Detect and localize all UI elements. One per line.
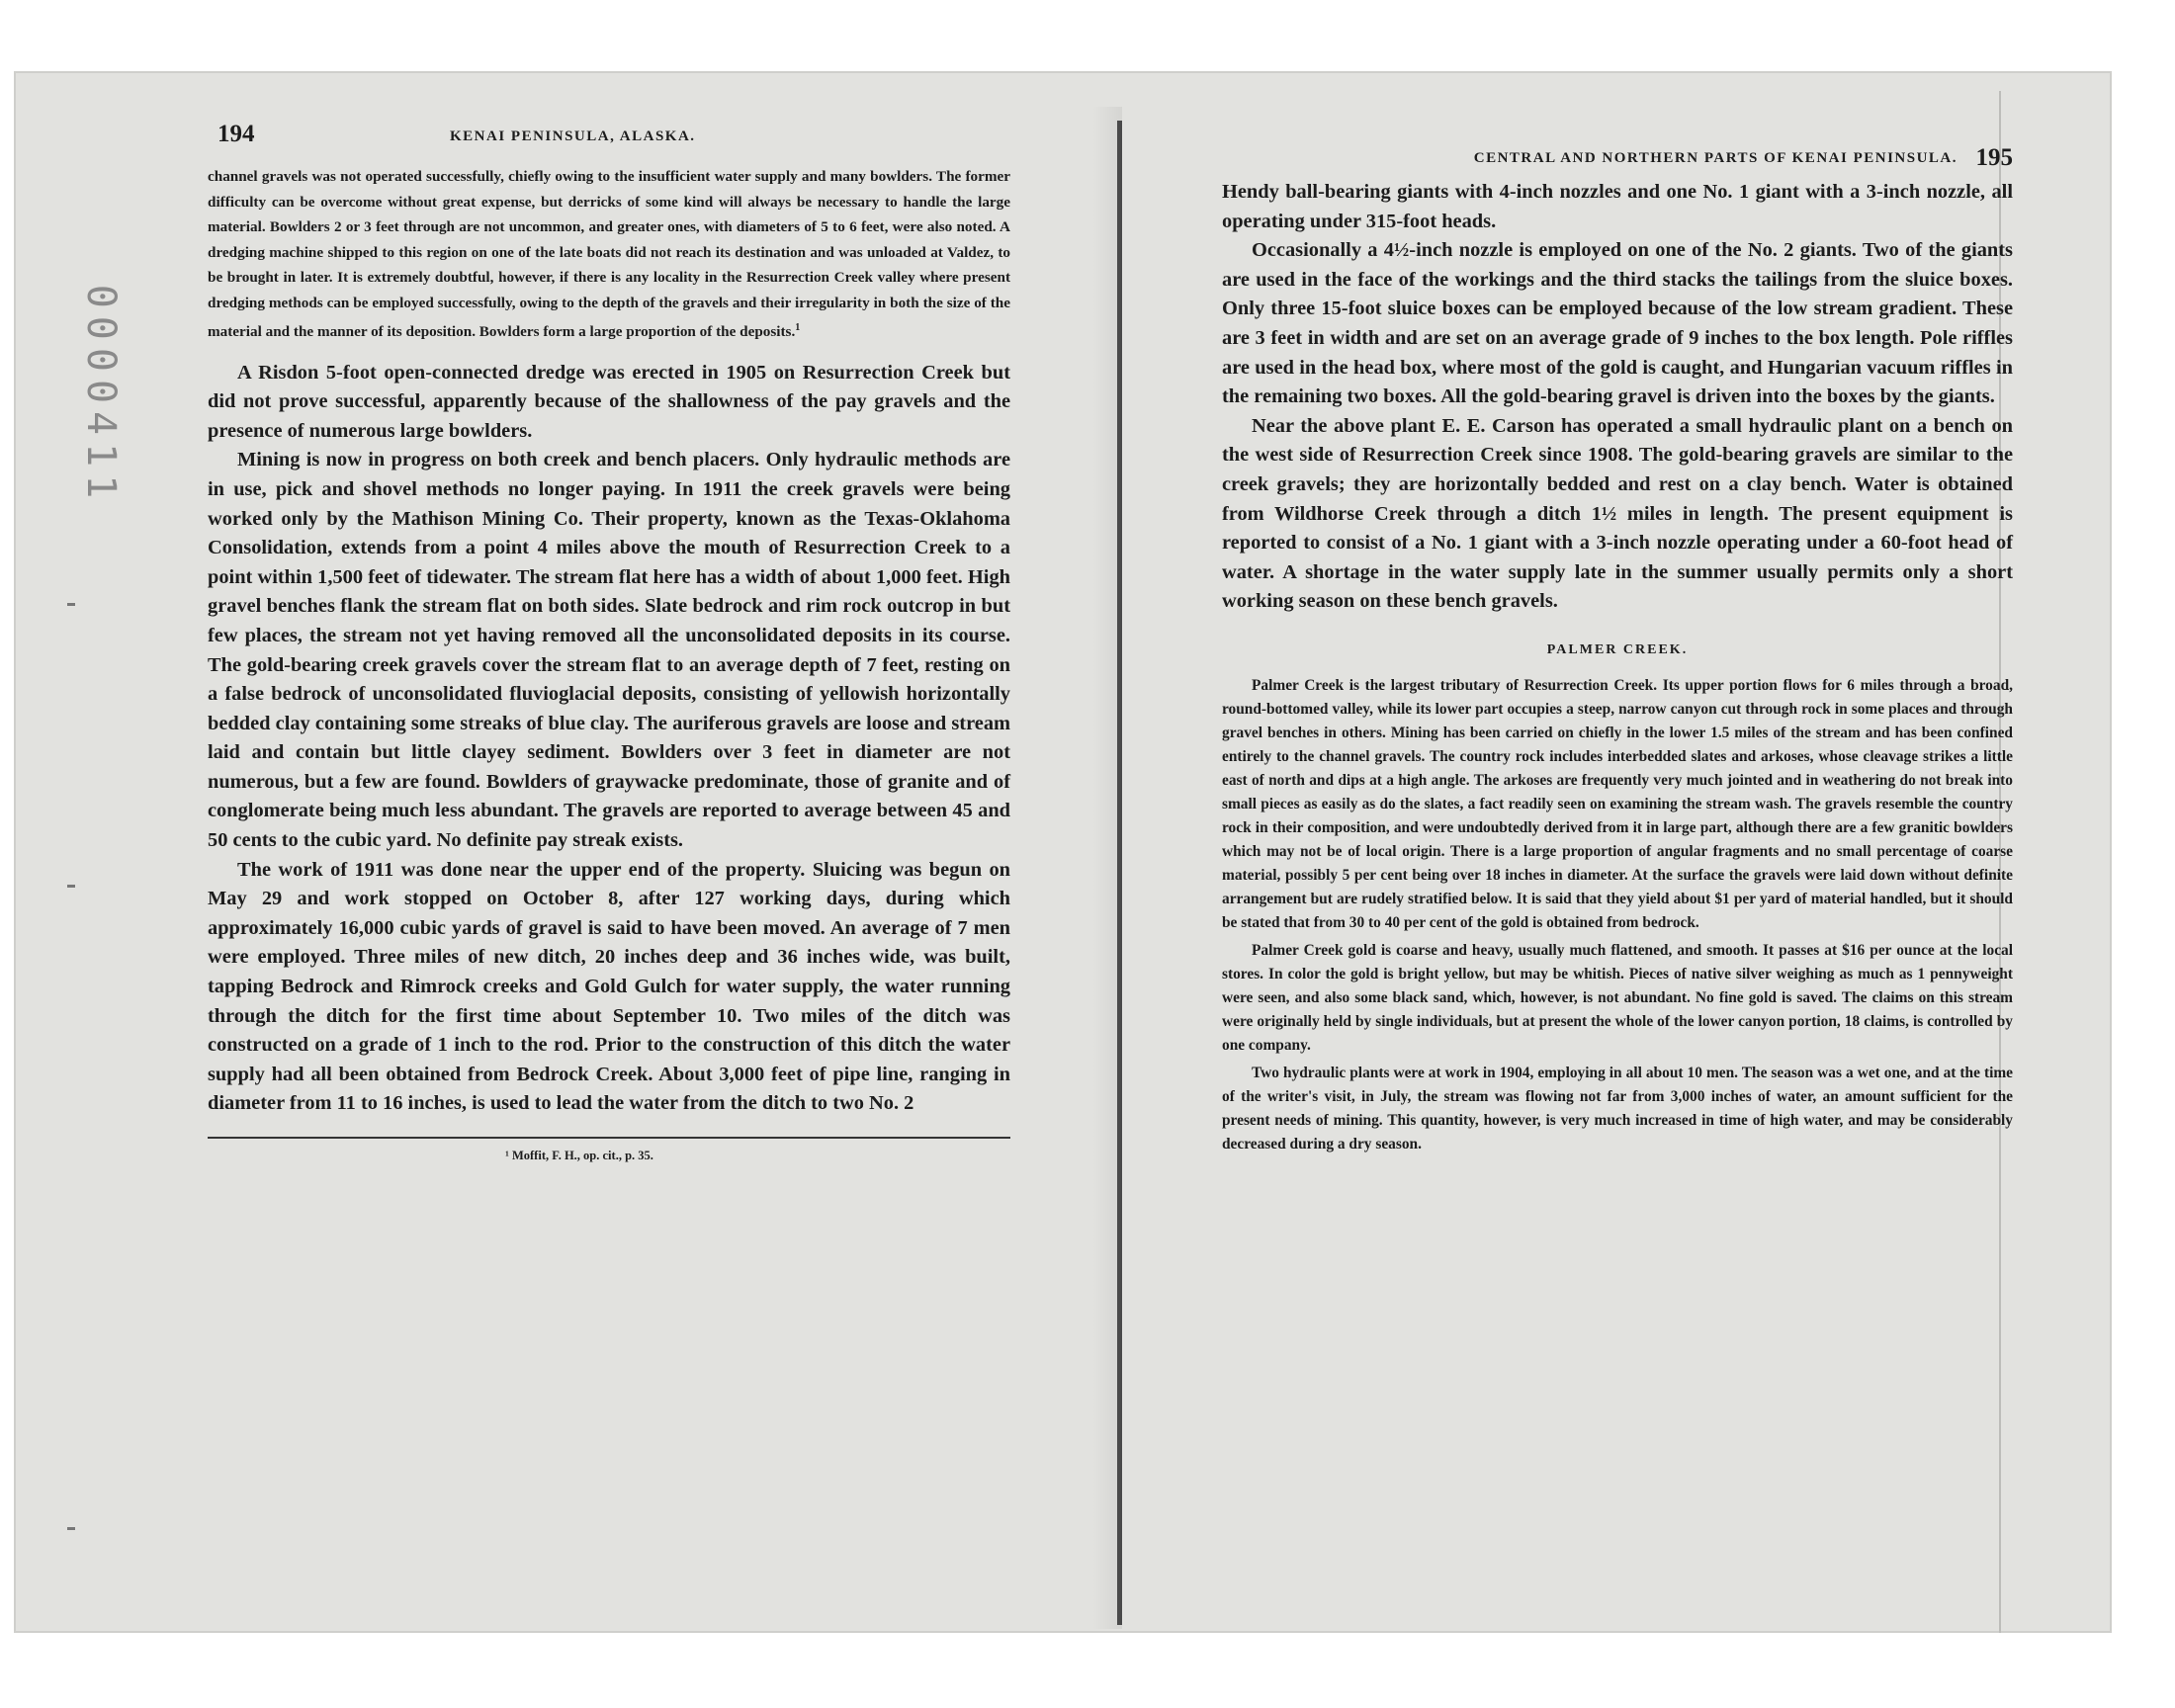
section-heading: PALMER CREEK. [1546, 641, 1689, 657]
left-small-print [208, 164, 1010, 345]
edge-mark [67, 885, 75, 888]
small-paragraph: Two hydraulic plants were at work in 1904, employing in all about 10 men. The season was a wet one, and at the time of the writer's visit, in July, the stream was flowing not far from 3,000 inches of water, an amount sufficient for the present needs of mining. This quantity, however, is very much increased in time of high water, and may be considerably decreased during a dry season. [1222, 1064, 2013, 1153]
right-page [1222, 138, 2013, 1156]
right-running-header [1222, 138, 2013, 178]
archive-stamp-number: 0000411 [78, 284, 124, 507]
right-running-head: CENTRAL AND NORTHERN PARTS OF KENAI PENINSULA. [1473, 150, 1958, 166]
left-body [208, 359, 1010, 1119]
book-gutter [1117, 121, 1122, 1625]
edge-mark [67, 1527, 75, 1530]
right-page-number: 195 [1975, 144, 2013, 171]
body-paragraph: Occasionally a 4½-inch nozzle is employed on one of the No. 2 giants. Two of the giants are used in the face of the workings and the third stacks the tailings from the sluice boxes. Only three 15-foot sluice boxes can be employed because of the low stream gradient. These are 3 feet in width and are set on an average grade of 9 inches to the box length. Pole riffles are used in the head box, where most of the gold is caught, and Hungarian vacuum riffles in the remaining two boxes. All the gold-bearing gravel is driven into the boxes by the giants. [1222, 239, 2013, 408]
body-paragraph: A Risdon 5-foot open-connected dredge was erected in 1905 on Resurrection Creek but did not prove successful, apparently because of the shallowness of the pay gravels and the presence of numerous large bowlders. [208, 361, 1010, 442]
edge-mark [67, 603, 75, 606]
left-running-head: KENAI PENINSULA, ALASKA. [450, 128, 696, 144]
small-paragraph: Palmer Creek is the largest tributary of Resurrection Creek. Its upper portion flows for 6 miles through a broad, round-bottomed valley, while its lower part occupies a steep, narrow canyon cut through rock in some places and through gravel benches in others. Mining has been carried on chiefly in the lower 1.5 miles of the stream and has been confined entirely to the channel gravels. The country rock includes interbedded slates and arkoses, whose cleavage strikes a little east of north and dips at a high angle. The arkoses are frequently very much jointed and in weathering do not break into small pieces as easily as do the slates, a fact readily seen on examining the stream wash. The gravels resemble the country rock in their composition, and were undoubtedly derived from it in large part, although there are a few granitic bowlders which may not be of local origin. There is a large proportion of angular fragments and no small percentage of coarse material, possibly 5 per cent being over 18 inches in diameter. At the surface the gravels were laid down without definite arrangement but are rudely stratified below. It is said that they yield about $1 per yard of material handled, but it should be stated that from 30 to 40 per cent of the gold is obtained from bedrock. [1222, 676, 2013, 931]
right-body [1222, 178, 2013, 617]
small-paragraph: Palmer Creek gold is coarse and heavy, usually much flattened, and smooth. It passes at $16 per ounce at the local stores. In color the gold is bright yellow, but may be whitish. Pieces of native silver weighing as much as 1 pennyweight were seen, and also some black sand, which, however, is not abundant. No fine gold is saved. The claims on this stream were originally held by single individuals, but at present the whole of the lower canyon portion, 18 claims, is controlled by one company. [1222, 941, 2013, 1054]
archive-stamp [71, 279, 130, 507]
body-paragraph: Near the above plant E. E. Carson has operated a small hydraulic plant on a bench on the west side of Resurrection Creek since 1908. The gold-bearing gravels are similar to the creek gravels; they are horizontally bedded and rest on a clay bench. Water is obtained from Wildhorse Creek through a ditch 1½ miles in length. The present equipment is reported to consist of a No. 1 giant with a 3-inch nozzle operating under a 60-foot head of water. A shortage in the water supply late in the summer usually permits only a short working season on these bench gravels. [1222, 414, 2013, 613]
footnote: ¹ Moffit, F. H., op. cit., p. 35. [505, 1149, 653, 1162]
body-paragraph: Mining is now in progress on both creek and bench placers. Only hydraulic methods are in use, pick and shovel methods no longer paying. In 1911 the creek gravels were being worked only by the Mathison Mining Co. Their property, known as the Texas-Oklahoma Consolidation, extends from a point 4 miles above the mouth of Resurrection Creek to a point within 1,500 feet of tidewater. The stream flat here has a width of about 1,000 feet. High gravel benches flank the stream flat on both sides. Slate bedrock and rim rock outcrop in but few places, the stream not yet having removed all the unconsolidated deposits in its course. The gold-bearing creek gravels cover the stream flat to an average depth of 7 feet, resting on a false bedrock of unconsolidated fluvioglacial deposits, consisting of yellowish horizontally bedded clay containing some streaks of blue clay. The auriferous gravels are loose and stream laid and contain but little clayey sediment. Bowlders over 3 feet in diameter are not numerous, but a few are found. Bowlders of graywacke predominate, those of granite and of conglomerate being much less abundant. The gravels are reported to average between 45 and 50 cents to the cubic yard. No definite pay streak exists. [208, 449, 1010, 852]
footnote-marker: 1 [795, 322, 801, 333]
left-running-header [208, 121, 1010, 160]
left-small-paragraph: channel gravels was not operated successfully, chiefly owing to the insufficient water supply and many bowlders. The former difficulty can be overcome without great expense, but derricks of some kind will always be necessary to handle the large material. Bowlders 2 or 3 feet through are not uncommon, and greater ones, with diameters of 5 to 6 feet, were also noted. A dredging machine shipped to this region on one of the late boats did not reach its destination and was unloaded at Valdez, to be brought in later. It is extremely doubtful, however, if there is any locality in the Resurrection Creek valley where present dredging methods can be employed successfully, owing to the depth of the gravels and their irregularity in both the size of the material and the manner of its deposition. Bowlders form a large proportion of the deposits.$^1$ [208, 168, 1010, 341]
body-paragraph: The work of 1911 was done near the upper end of the property. Sluicing was begun on May 29 and work stopped on October 8, after 127 working days, during which approximately 16,000 cubic yards of gravel is said to have been moved. An average of 7 men were employed. Three miles of new ditch, 20 inches deep and 36 inches wide, was built, tapping Bedrock and Rimrock creeks and Gold Gulch for water supply, the water running through the ditch for the first time about September 10. Two miles of the ditch was constructed on a grade of 1 inch to the rod. Prior to the construction of this ditch the water supply had all been obtained from Bedrock Creek. About 3,000 feet of pipe line, ranging in diameter from 11 to 16 inches, is used to lead the water from the ditch to two No. 2 [208, 858, 1010, 1115]
footnote-rule [208, 1137, 1010, 1139]
body-paragraph: Hendy ball-bearing giants with 4-inch nozzles and one No. 1 giant with a 3-inch nozzle, all operating under 315-foot heads. [1222, 181, 2013, 232]
left-page-number: 194 [218, 121, 255, 147]
right-small-print [1222, 674, 2013, 1156]
left-page [208, 121, 1010, 1163]
